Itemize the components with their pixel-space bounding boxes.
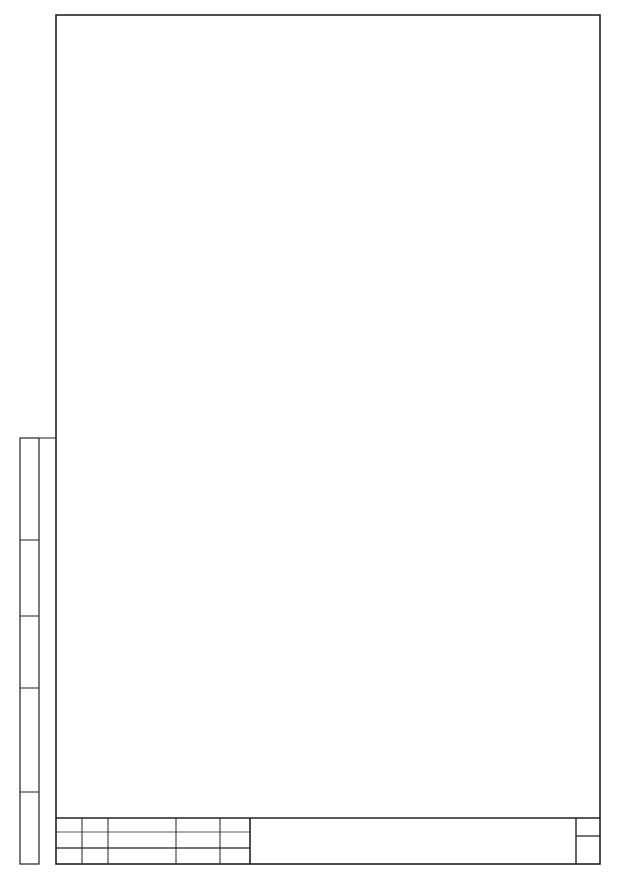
side-strip-frame xyxy=(20,438,39,864)
outer-frame xyxy=(56,15,600,864)
title-block xyxy=(56,818,600,864)
side-label-strip xyxy=(20,438,56,864)
